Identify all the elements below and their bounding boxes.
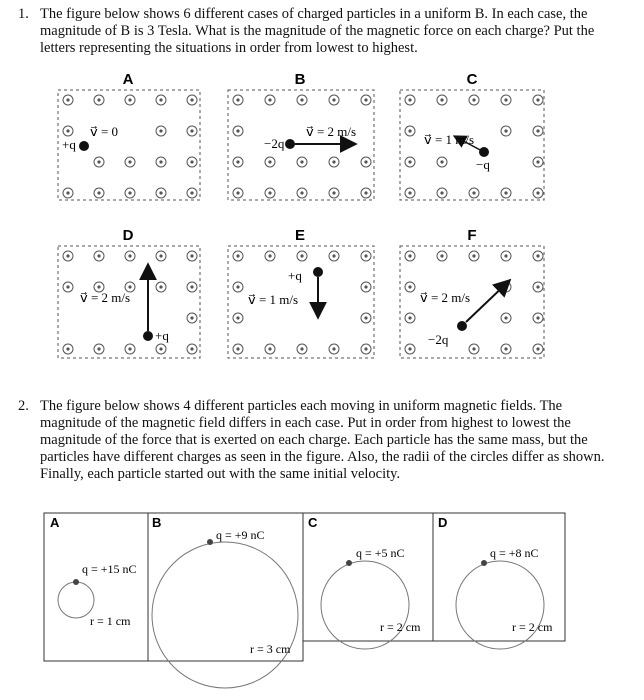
field-out-of-page-icon: [187, 282, 197, 292]
field-out-of-page-icon: [233, 344, 243, 354]
field-out-of-page-icon: [405, 157, 415, 167]
field-out-of-page-icon: [405, 126, 415, 136]
field-out-of-page-icon: [405, 344, 415, 354]
question-2-number: 2.: [18, 398, 29, 414]
field-out-of-page-icon: [156, 251, 166, 261]
case-e: [228, 227, 374, 358]
panel-c-orbit: [321, 561, 409, 649]
field-out-of-page-icon: [233, 95, 243, 105]
case-e-velocity-label: v⃗ = 1 m/s: [248, 292, 299, 307]
field-out-of-page-icon: [501, 251, 511, 261]
field-out-of-page-icon: [233, 126, 243, 136]
field-out-of-page-icon: [437, 251, 447, 261]
field-out-of-page-icon: [156, 95, 166, 105]
field-out-of-page-icon: [187, 344, 197, 354]
field-out-of-page-icon: [187, 95, 197, 105]
panel-a-orbit: [58, 582, 94, 618]
field-out-of-page-icon: [233, 282, 243, 292]
field-out-of-page-icon: [329, 157, 339, 167]
field-out-of-page-icon: [361, 157, 371, 167]
field-out-of-page-icon: [63, 95, 73, 105]
field-out-of-page-icon: [329, 344, 339, 354]
panel-d-letter: D: [438, 515, 448, 530]
field-out-of-page-icon: [265, 188, 275, 198]
field-out-of-page-icon: [501, 188, 511, 198]
case-d-letter: D: [122, 227, 134, 244]
question-1-text: The figure below shows 6 different cases of charged particles in a uniform B. In each case, the magnitude of B is 3 Tesla. What is the magnitude of the magnetic force on each charge? Put the letters representing the situations in order from lowest to highest.: [40, 6, 595, 56]
field-out-of-page-icon: [94, 157, 104, 167]
field-out-of-page-icon: [329, 95, 339, 105]
case-b-particle: [285, 139, 295, 149]
field-out-of-page-icon: [501, 313, 511, 323]
case-f-charge-label: −2q: [428, 332, 449, 347]
panel-b-charge: q = +9 nC: [216, 528, 265, 542]
field-out-of-page-icon: [405, 313, 415, 323]
figure-charged-particles: [0, 68, 644, 368]
field-out-of-page-icon: [533, 157, 543, 167]
case-d: [58, 227, 200, 358]
question-1-number: 1.: [18, 6, 29, 22]
field-out-of-page-icon: [297, 188, 307, 198]
field-out-of-page-icon: [297, 251, 307, 261]
panel-c: [303, 513, 433, 649]
panel-a-letter: A: [50, 515, 60, 530]
case-d-particle: [143, 331, 153, 341]
field-out-of-page-icon: [187, 251, 197, 261]
field-out-of-page-icon: [156, 344, 166, 354]
panel-d-particle: [481, 560, 487, 566]
field-out-of-page-icon: [187, 126, 197, 136]
field-out-of-page-icon: [501, 126, 511, 136]
field-out-of-page-icon: [437, 95, 447, 105]
case-e-particle: [313, 267, 323, 277]
field-out-of-page-icon: [533, 344, 543, 354]
field-out-of-page-icon: [469, 95, 479, 105]
field-out-of-page-icon: [265, 95, 275, 105]
field-out-of-page-icon: [63, 188, 73, 198]
case-f-letter: F: [467, 227, 477, 244]
field-out-of-page-icon: [94, 251, 104, 261]
panel-c-charge: q = +5 nC: [356, 546, 405, 560]
panel-d-charge: q = +8 nC: [490, 546, 539, 560]
case-c: [400, 71, 544, 200]
field-out-of-page-icon: [297, 157, 307, 167]
field-out-of-page-icon: [361, 313, 371, 323]
field-out-of-page-icon: [125, 251, 135, 261]
field-out-of-page-icon: [405, 251, 415, 261]
case-a-charge-label: +q: [62, 137, 76, 152]
field-out-of-page-icon: [125, 188, 135, 198]
field-out-of-page-icon: [437, 157, 447, 167]
question-2-text: The figure below shows 4 different particles each moving in uniform magnetic fields. The magnitude of the magnetic field differs in each case. Put in order from highest to lowest the magnitude of the force that is exerted on each charge. Each particle has the same mass, but the particles have different charges as seen in the figure. Also, the radii of the circles differ as shown. Finally, each particle started out with the same initial velocity.: [40, 398, 605, 482]
panel-a-radius: r = 1 cm: [90, 614, 131, 628]
figure-circular-orbits: [0, 505, 644, 700]
field-out-of-page-icon: [187, 188, 197, 198]
field-out-of-page-icon: [94, 188, 104, 198]
field-out-of-page-icon: [437, 188, 447, 198]
field-out-of-page-icon: [187, 313, 197, 323]
case-c-velocity-label: v⃗ = 1 m/s: [424, 132, 475, 147]
case-b: [228, 71, 374, 200]
field-out-of-page-icon: [233, 157, 243, 167]
panel-b-radius: r = 3 cm: [250, 642, 291, 656]
field-out-of-page-icon: [297, 95, 307, 105]
field-out-of-page-icon: [233, 188, 243, 198]
field-out-of-page-icon: [125, 157, 135, 167]
field-out-of-page-icon: [265, 344, 275, 354]
case-a: [58, 71, 200, 200]
case-c-letter: C: [466, 71, 478, 88]
field-out-of-page-icon: [63, 282, 73, 292]
field-out-of-page-icon: [405, 95, 415, 105]
field-out-of-page-icon: [533, 95, 543, 105]
field-out-of-page-icon: [501, 344, 511, 354]
case-f-particle: [457, 321, 467, 331]
field-out-of-page-icon: [265, 251, 275, 261]
field-out-of-page-icon: [361, 282, 371, 292]
panel-a: [44, 513, 148, 661]
field-out-of-page-icon: [187, 157, 197, 167]
field-out-of-page-icon: [156, 282, 166, 292]
panel-b-letter: B: [152, 515, 162, 530]
panel-d-orbit: [456, 561, 544, 649]
field-out-of-page-icon: [533, 282, 543, 292]
case-e-letter: E: [294, 227, 306, 244]
panel-c-particle: [346, 560, 352, 566]
panel-b-particle: [207, 539, 213, 545]
field-out-of-page-icon: [156, 188, 166, 198]
field-out-of-page-icon: [361, 344, 371, 354]
panel-c-radius: r = 2 cm: [380, 620, 421, 634]
panel-d: [433, 513, 565, 649]
field-out-of-page-icon: [233, 251, 243, 261]
case-b-field-dots: [233, 95, 371, 198]
field-out-of-page-icon: [233, 313, 243, 323]
field-out-of-page-icon: [533, 126, 543, 136]
case-b-charge-label: −2q: [264, 136, 285, 151]
panel-a-particle: [73, 579, 79, 585]
field-out-of-page-icon: [125, 95, 135, 105]
field-out-of-page-icon: [156, 126, 166, 136]
case-f-velocity-arrow: [466, 280, 510, 322]
field-out-of-page-icon: [63, 344, 73, 354]
field-out-of-page-icon: [63, 251, 73, 261]
case-e-charge-label: +q: [288, 268, 302, 283]
field-out-of-page-icon: [533, 313, 543, 323]
field-out-of-page-icon: [94, 344, 104, 354]
field-out-of-page-icon: [361, 188, 371, 198]
case-b-letter: B: [294, 71, 306, 88]
field-out-of-page-icon: [361, 251, 371, 261]
field-out-of-page-icon: [469, 188, 479, 198]
field-out-of-page-icon: [361, 95, 371, 105]
field-out-of-page-icon: [469, 344, 479, 354]
case-d-charge-label: +q: [155, 328, 169, 343]
case-c-charge-label: −q: [476, 157, 490, 172]
case-a-letter: A: [122, 71, 134, 88]
panel-a-charge: q = +15 nC: [82, 562, 137, 576]
field-out-of-page-icon: [94, 95, 104, 105]
field-out-of-page-icon: [63, 126, 73, 136]
field-out-of-page-icon: [405, 188, 415, 198]
case-f: [400, 227, 544, 358]
field-out-of-page-icon: [501, 95, 511, 105]
field-out-of-page-icon: [156, 157, 166, 167]
case-a-particle: [79, 141, 89, 151]
panel-b-orbit: [152, 542, 298, 688]
field-out-of-page-icon: [329, 188, 339, 198]
field-out-of-page-icon: [297, 344, 307, 354]
field-out-of-page-icon: [469, 251, 479, 261]
panel-d-radius: r = 2 cm: [512, 620, 553, 634]
field-out-of-page-icon: [533, 251, 543, 261]
field-out-of-page-icon: [265, 157, 275, 167]
field-out-of-page-icon: [405, 282, 415, 292]
field-out-of-page-icon: [125, 344, 135, 354]
panel-a-frame: [44, 513, 148, 661]
panel-c-letter: C: [308, 515, 318, 530]
field-out-of-page-icon: [329, 251, 339, 261]
case-b-velocity-label: v⃗ = 2 m/s: [306, 124, 357, 139]
field-out-of-page-icon: [533, 188, 543, 198]
case-f-velocity-label: v⃗ = 2 m/s: [420, 290, 471, 305]
case-d-velocity-label: v⃗ = 2 m/s: [80, 290, 131, 305]
panel-b: [148, 513, 303, 688]
case-a-velocity-label: v⃗ = 0: [90, 124, 119, 139]
